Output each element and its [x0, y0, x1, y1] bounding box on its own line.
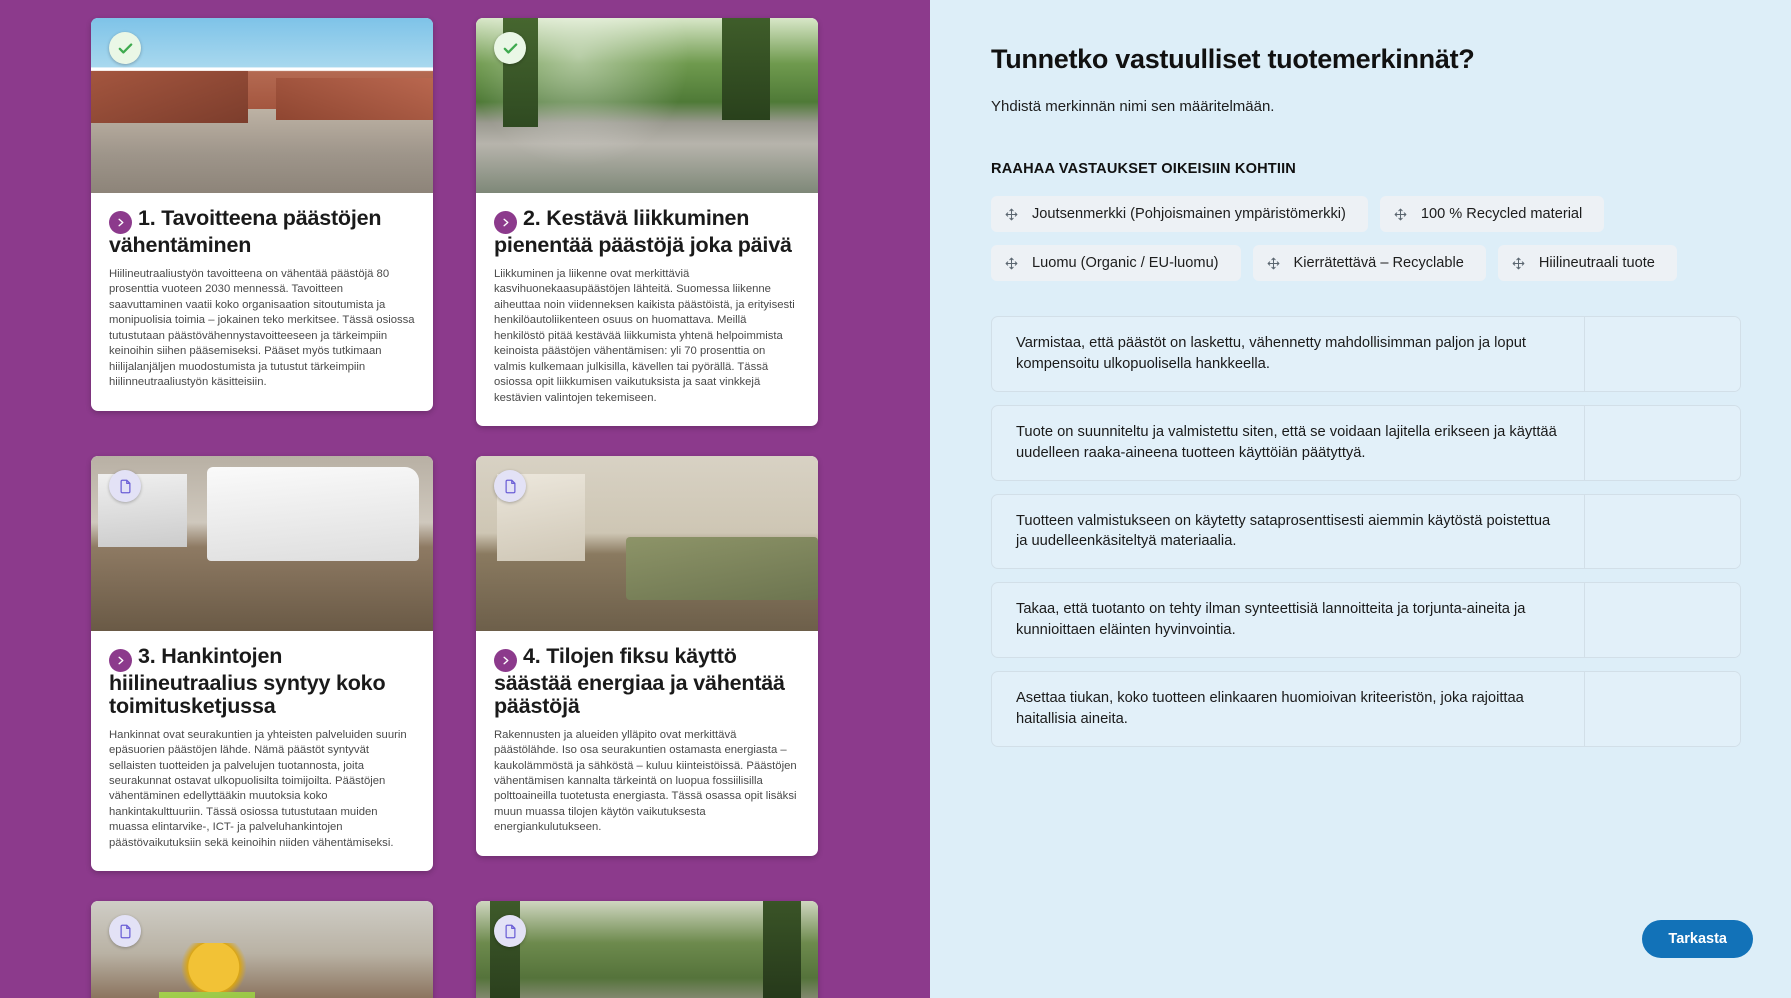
module-card-4-text: Rakennusten ja alueiden ylläpito ovat merkittävä päästölähde. Iso osa seurakuntien ostamasta energiasta – kaukolämmöstä ja sähköstä – kuluu kiinteistöissä. Päästöjen vähentämisen kannalta tärkeintä on luopua fossiilisilla polttoaineilla tuotetusta energiasta. Tässä osassa opit lisäksi muun muassa tilojen käytön vaikutuksesta energiankulutukseen.	[494, 728, 797, 834]
draggable-chip-1-label: Joutsenmerkki (Pohjoismainen ympäristömerkki)	[1032, 206, 1346, 222]
module-card-1-photo	[91, 18, 433, 193]
answer-row-4-dropzone[interactable]	[1584, 583, 1740, 657]
module-card-3-body	[91, 631, 433, 871]
module-card-2-body	[476, 193, 818, 426]
module-card-4-media	[476, 456, 818, 631]
module-card-4-title-text: 4. Tilojen fiksu käyttö säästää energiaa ja vähentää päästöjä	[494, 644, 785, 718]
answer-row-4	[991, 582, 1741, 658]
module-card-4-body	[476, 631, 818, 856]
answer-row-1-dropzone[interactable]	[1584, 317, 1740, 391]
answer-row-4-text: Takaa, että tuotanto on tehty ilman synteettisiä lannoitteita ja torjunta-aineita ja kunnioittaen eläinten hyvinvointia.	[1016, 601, 1526, 639]
module-card-6[interactable]	[476, 901, 818, 998]
answer-row-2	[991, 405, 1741, 481]
draggable-chip-3[interactable]	[991, 245, 1241, 281]
module-card-1-title	[109, 207, 415, 257]
answer-row-1-text: Varmistaa, että päästöt on laskettu, vähennetty mahdollisimman paljon ja loput kompensoitu ulkopuolisella hankkeella.	[1016, 335, 1526, 372]
answer-row-5-dropzone[interactable]	[1584, 672, 1740, 746]
module-card-1[interactable]	[91, 18, 433, 411]
draggable-chip-2-label: 100 % Recycled material	[1420, 206, 1583, 222]
check-answers-button[interactable]: Tarkasta	[1642, 920, 1753, 958]
module-card-2-title-text: 2. Kestävä liikkuminen pienentää päästöjä joka päivä	[494, 206, 792, 257]
answer-row-2-dropzone[interactable]	[1584, 406, 1740, 480]
module-card-1-body	[91, 193, 433, 411]
module-card-1-text: Hiilineutraaliustyön tavoitteena on vähentää päästöjä 80 prosenttia vuoteen 2030 mennessä. Tavoitteen saavuttaminen vaatii koko organisaation sitoutumista ja monipuolisia toimia – jokainen teko merkitsee. Tässä osiossa tutustutaan päästövähennystavoitteeseen ja tärkeimpiin keinoihin siihen pääsemiseksi. Pääset myös tutkimaan hiilijalanjäljen muodostumista ja tutustut tärkeimpiin hiilinneutraaliustyön käsitteisiin.	[109, 267, 415, 389]
check-circle-icon	[494, 32, 526, 64]
drag-handle-icon[interactable]	[1005, 208, 1018, 221]
chevron-right-icon	[494, 211, 517, 234]
chevron-right-icon	[109, 211, 132, 234]
module-card-3-media	[91, 456, 433, 631]
drag-handle-icon[interactable]	[1005, 257, 1018, 270]
module-card-2[interactable]	[476, 18, 818, 426]
answer-row-3-text: Tuotteen valmistukseen on käytetty sataprosenttisesti aiemmin käytöstä poistettua ja uudelleenkäsiteltyä materiaalia.	[1016, 512, 1551, 550]
module-card-2-text: Liikkuminen ja liikenne ovat merkittäviä kasvihuonekaasupäästöjen lähteitä. Suomessa liikenne aiheuttaa noin viidenneksen kaikista päästöistä, ja erityisesti henkilöautoliikenteen osuus on huomattava. Meillä henkilöstö pitää kestävää liikkumista yhtenä helpoimmista keinoista päästöjen vähentämisen: yli 70 prosenttia on valmis kulkemaan julkisilla, kävellen tai pyörällä. Tässä osiossa opit liikkumisen vaikutuksista ja saat vinkkejä kestävien valintojen tekemiseen.	[494, 267, 795, 404]
module-card-4-photo	[476, 456, 818, 631]
answer-row-5	[991, 671, 1741, 747]
draggable-chip-4[interactable]	[1253, 245, 1486, 281]
module-card-3-text: Hankinnat ovat seurakuntien ja yhteisten palveluiden suurin epäsuorien päästöjen lähde. Nämä päästöt syntyvät sellaisten tuotteiden ja palvelujen tuotannosta, joita seurakunnat ostavat ulkopuolisilta toimijoilta. Päästöjen vähentäminen edellyttääkin muutoksia koko hankintakulttuuriin. Tässä osiossa tutustutaan muiden muassa elintarvike-, ICT- ja palveluhankintojen päästövaikutuksiin sekä keinoihin niiden vähentämiseksi.	[109, 728, 407, 849]
module-card-2-media	[476, 18, 818, 193]
module-card-3-title	[109, 645, 415, 718]
module-card-2-photo	[476, 18, 818, 193]
chevron-right-icon	[494, 649, 517, 672]
draggable-chip-2[interactable]	[1380, 196, 1604, 232]
drag-handle-icon[interactable]	[1394, 208, 1407, 221]
answer-row-3	[991, 494, 1741, 570]
drag-handle-icon[interactable]	[1512, 257, 1525, 270]
module-card-4-title	[494, 645, 800, 718]
module-card-1-media	[91, 18, 433, 193]
quiz-title: Tunnetko vastuulliset tuotemerkinnät?	[991, 44, 1475, 74]
module-card-5-photo	[91, 901, 433, 998]
answer-row-3-dropzone[interactable]	[1584, 495, 1740, 569]
module-card-5[interactable]	[91, 901, 433, 998]
module-card-3-title-text: 3. Hankintojen hiilineutraalius syntyy koko toimitusketjussa	[109, 644, 386, 718]
draggable-chip-5[interactable]	[1498, 245, 1677, 281]
answer-row-1	[991, 316, 1741, 392]
draggable-chip-3-label: Luomu (Organic / EU-luomu)	[1032, 255, 1219, 271]
answer-list	[991, 316, 1741, 747]
module-card-6-photo	[476, 901, 818, 998]
answer-row-5-text: Asettaa tiukan, koko tuotteen elinkaaren huomioivan kriteeristön, joka rajoittaa haitallisia aineita.	[1016, 690, 1524, 727]
document-icon	[494, 470, 526, 502]
module-card-3-photo	[91, 456, 433, 631]
module-card-grid	[0, 18, 930, 998]
document-icon	[109, 470, 141, 502]
module-card-2-title	[494, 207, 800, 257]
module-card-4[interactable]	[476, 456, 818, 856]
answer-row-2-text: Tuote on suunniteltu ja valmistettu siten, että se voidaan lajitella erikseen ja käyttää uudelleen raaka-aineena tuotteen käyttöiän päätyttyä.	[1016, 423, 1557, 461]
module-card-5-media	[91, 901, 433, 998]
module-card-6-media	[476, 901, 818, 998]
draggable-answer-tray	[991, 196, 1691, 281]
draggable-chip-4-label: Kierrätettävä – Recyclable	[1293, 255, 1464, 271]
quiz-instruction: RAAHAA VASTAUKSET OIKEISIIN KOHTIIN	[991, 161, 1296, 177]
draggable-chip-5-label: Hiilineutraali tuote	[1538, 255, 1655, 271]
quiz-subtitle: Yhdistä merkinnän nimi sen määritelmään.	[991, 98, 1275, 115]
module-card-1-title-text: 1. Tavoitteena päästöjen vähentäminen	[109, 206, 382, 257]
module-card-3[interactable]	[91, 456, 433, 871]
check-circle-icon	[109, 32, 141, 64]
quiz-pane	[930, 0, 1791, 998]
drag-handle-icon[interactable]	[1267, 257, 1280, 270]
chevron-right-icon	[109, 649, 132, 672]
draggable-chip-1[interactable]	[991, 196, 1368, 232]
